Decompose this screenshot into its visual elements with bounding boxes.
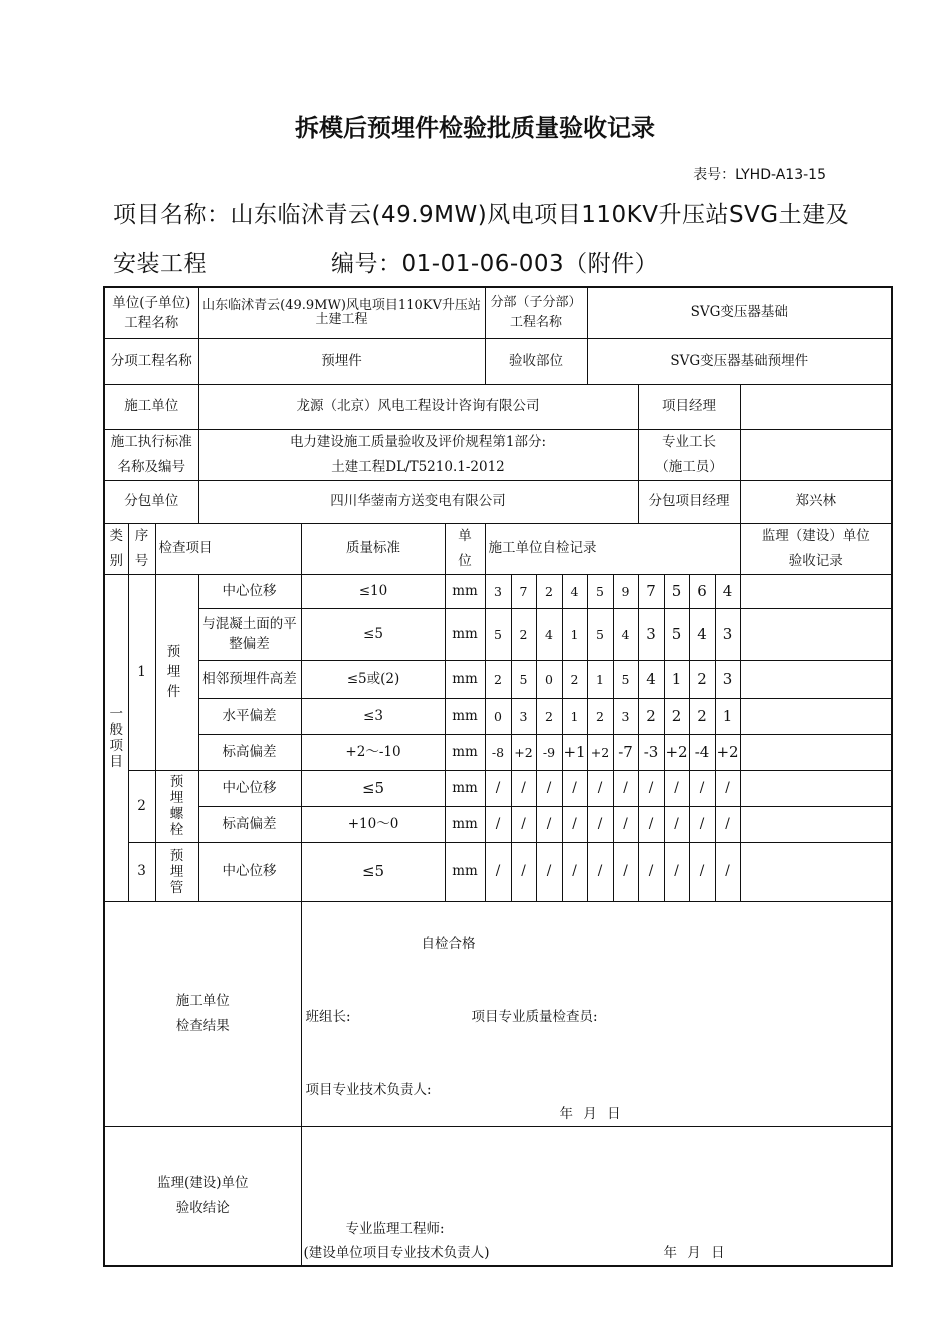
seq-header bbox=[128, 523, 155, 574]
value-cell: +2 bbox=[587, 734, 613, 770]
unit-cell: mm bbox=[445, 574, 485, 608]
standard-cell: +2～-10 bbox=[301, 734, 445, 770]
value-cell: / bbox=[613, 806, 638, 842]
value-cell: / bbox=[638, 806, 664, 842]
unit-project-label-line2: 工程名称 bbox=[124, 314, 179, 331]
supervisor-result-label-line1: 监理(建设)单位 bbox=[156, 1174, 249, 1191]
value-cell: / bbox=[689, 842, 715, 901]
value-cell: 9 bbox=[613, 574, 638, 608]
unit-cell: mm bbox=[445, 608, 485, 660]
value-cell: +2 bbox=[511, 734, 536, 770]
supervisor-header bbox=[740, 523, 892, 574]
foreman-label-line2: （施工员） bbox=[655, 458, 723, 475]
project-name-line1: 项目名称：山东临沭青云(49.9MW)风电项目110KV升压站SVG土建及 bbox=[113, 202, 850, 228]
value-cell: 4 bbox=[715, 574, 740, 608]
unit-cell: mm bbox=[445, 770, 485, 806]
value-cell: +2 bbox=[664, 734, 689, 770]
value-cell: / bbox=[613, 842, 638, 901]
value-cell: 1 bbox=[562, 608, 587, 660]
value-cell: -9 bbox=[536, 734, 562, 770]
supervisor-header-line2: 验收记录 bbox=[788, 552, 843, 569]
page-title: 拆模后预埋件检验批质量验收记录 bbox=[295, 114, 655, 142]
item-cell: 标高偏差 bbox=[198, 806, 301, 842]
seq-header-line1: 序 bbox=[134, 527, 149, 544]
standard-header: 质量标准 bbox=[301, 523, 445, 574]
group-name-2-text: 预埋螺栓 bbox=[169, 774, 184, 838]
supervising-engineer-label: 专业监理工程师: bbox=[345, 1220, 445, 1237]
supervisor-cell bbox=[740, 660, 892, 698]
project-manager-value bbox=[740, 384, 892, 429]
foreman-label bbox=[638, 429, 740, 480]
value-cell: 2 bbox=[689, 660, 715, 698]
value-cell: / bbox=[638, 842, 664, 901]
unit-cell: mm bbox=[445, 806, 485, 842]
value-cell: / bbox=[613, 770, 638, 806]
value-cell: -3 bbox=[638, 734, 664, 770]
unit-project-label-line1: 单位(子单位) bbox=[112, 294, 191, 311]
supervisor-header-line1: 监理（建设）单位 bbox=[761, 527, 870, 544]
owner-tech-lead-label: (建设单位项目专业技术负责人) bbox=[303, 1244, 490, 1261]
value-cell: 1 bbox=[664, 660, 689, 698]
contractor-date: 年 月 日 bbox=[559, 1105, 621, 1122]
value-cell: -8 bbox=[485, 734, 511, 770]
standard-cell: ≤5 bbox=[301, 608, 445, 660]
contractor-label: 施工单位 bbox=[104, 384, 198, 429]
unit-header bbox=[445, 523, 485, 574]
value-cell: 2 bbox=[664, 698, 689, 734]
foreman-label-line1: 专业工长 bbox=[662, 433, 717, 450]
standard-value bbox=[198, 429, 638, 480]
value-cell: 3 bbox=[485, 574, 511, 608]
project-name-tail: 安装工程 bbox=[113, 251, 207, 277]
value-cell: 5 bbox=[485, 608, 511, 660]
item-name-value: 预埋件 bbox=[198, 338, 485, 384]
value-cell: / bbox=[536, 806, 562, 842]
acceptance-part-label: 验收部位 bbox=[485, 338, 587, 384]
value-cell: 5 bbox=[613, 660, 638, 698]
value-cell: 3 bbox=[715, 608, 740, 660]
value-cell: / bbox=[664, 806, 689, 842]
unit-project-label bbox=[104, 287, 198, 338]
value-cell: 2 bbox=[638, 698, 664, 734]
value-cell: 2 bbox=[485, 660, 511, 698]
value-cell: / bbox=[689, 770, 715, 806]
value-cell: / bbox=[587, 806, 613, 842]
value-cell: 2 bbox=[689, 698, 715, 734]
subsection-label-line1: 分部（子分部） bbox=[490, 294, 582, 310]
value-cell: 2 bbox=[562, 660, 587, 698]
value-cell: 3 bbox=[613, 698, 638, 734]
value-cell: / bbox=[715, 842, 740, 901]
contractor-result-label-line1: 施工单位 bbox=[175, 992, 230, 1009]
seq-header-line2: 号 bbox=[134, 552, 149, 569]
supervisor-cell bbox=[740, 806, 892, 842]
item-cell: 中心位移 bbox=[198, 842, 301, 901]
value-cell: / bbox=[485, 842, 511, 901]
table-row bbox=[104, 770, 892, 806]
standard-cell: ≤3 bbox=[301, 698, 445, 734]
standard-cell: ≤5 bbox=[301, 770, 445, 806]
value-cell: / bbox=[562, 842, 587, 901]
value-cell: 1 bbox=[562, 698, 587, 734]
value-cell: +2 bbox=[715, 734, 740, 770]
value-cell: / bbox=[715, 806, 740, 842]
value-cell: 7 bbox=[511, 574, 536, 608]
value-cell: 2 bbox=[536, 574, 562, 608]
value-cell: 0 bbox=[536, 660, 562, 698]
value-cell: -7 bbox=[613, 734, 638, 770]
sub-pm-label: 分包项目经理 bbox=[638, 480, 740, 523]
standard-cell: ≤5或(2) bbox=[301, 660, 445, 698]
group-name-1 bbox=[155, 574, 198, 770]
tech-lead-label: 项目专业技术负责人: bbox=[305, 1081, 432, 1098]
table-row bbox=[104, 608, 892, 660]
value-cell: / bbox=[485, 806, 511, 842]
value-cell: 4 bbox=[613, 608, 638, 660]
category-header bbox=[104, 523, 128, 574]
category-header-line2: 别 bbox=[109, 552, 123, 569]
subcontractor-value: 四川华蓥南方送变电有限公司 bbox=[198, 480, 638, 523]
table-row bbox=[104, 842, 892, 901]
table-row bbox=[104, 698, 892, 734]
unit-cell: mm bbox=[445, 698, 485, 734]
value-cell: / bbox=[485, 770, 511, 806]
contractor-result-label-line2: 检查结果 bbox=[175, 1017, 230, 1034]
value-cell: 1 bbox=[587, 660, 613, 698]
value-cell: 4 bbox=[536, 608, 562, 660]
table-row bbox=[104, 574, 892, 608]
category-header-line1: 类 bbox=[109, 527, 123, 544]
table-row bbox=[104, 734, 892, 770]
item-cell: 标高偏差 bbox=[198, 734, 301, 770]
value-cell: 5 bbox=[511, 660, 536, 698]
supervisor-result-label bbox=[104, 1126, 301, 1266]
project-name-line2 bbox=[113, 245, 903, 278]
value-cell: 7 bbox=[638, 574, 664, 608]
group-seq-2: 2 bbox=[128, 770, 155, 842]
value-cell: 4 bbox=[562, 574, 587, 608]
item-cell: 中心位移 bbox=[198, 574, 301, 608]
contractor-result-area bbox=[301, 901, 892, 1126]
item-cell: 与混凝土面的平整偏差 bbox=[198, 608, 301, 660]
value-cell: -4 bbox=[689, 734, 715, 770]
value-cell: / bbox=[562, 770, 587, 806]
group-name-2 bbox=[155, 770, 198, 842]
unit-cell: mm bbox=[445, 734, 485, 770]
value-cell: +1 bbox=[562, 734, 587, 770]
subsection-label bbox=[485, 287, 587, 338]
value-cell: 4 bbox=[689, 608, 715, 660]
value-cell: / bbox=[511, 806, 536, 842]
group-name-1-text: 预埋件 bbox=[166, 644, 187, 700]
unit-header-line2: 位 bbox=[458, 552, 472, 569]
value-cell: 5 bbox=[664, 608, 689, 660]
standard-label-line1: 施工执行标准 bbox=[110, 433, 192, 450]
value-cell: 1 bbox=[715, 698, 740, 734]
group-name-3 bbox=[155, 842, 198, 901]
supervisor-cell bbox=[740, 770, 892, 806]
supervisor-cell bbox=[740, 734, 892, 770]
supervisor-cell bbox=[740, 608, 892, 660]
value-cell: / bbox=[536, 770, 562, 806]
standard-value-line1: 电力建设施工质量验收及评价规程第1部分: bbox=[289, 433, 547, 450]
category-general-text: 一般项目 bbox=[109, 705, 123, 770]
self-check-result: 自检合格 bbox=[421, 935, 476, 952]
supervisor-date: 年 月 日 bbox=[663, 1244, 725, 1261]
standard-label bbox=[104, 429, 198, 480]
value-cell: 2 bbox=[536, 698, 562, 734]
unit-header-line1: 单 bbox=[458, 527, 472, 544]
value-cell: 4 bbox=[638, 660, 664, 698]
standard-value-line2: 土建工程DL/T5210.1-2012 bbox=[331, 458, 505, 475]
contractor-result-label bbox=[104, 901, 301, 1126]
supervisor-cell bbox=[740, 842, 892, 901]
value-cell: / bbox=[562, 806, 587, 842]
form-number: 表号：LYHD-A13-15 bbox=[693, 167, 826, 183]
unit-project-value: 山东临沭青云(49.9MW)风电项目110KV升压站土建工程 bbox=[198, 287, 485, 338]
check-item-header: 检查项目 bbox=[155, 523, 301, 574]
acceptance-part-value: SVG变压器基础预埋件 bbox=[587, 338, 892, 384]
value-cell: 0 bbox=[485, 698, 511, 734]
value-cell: 6 bbox=[689, 574, 715, 608]
value-cell: / bbox=[715, 770, 740, 806]
value-cell: / bbox=[664, 770, 689, 806]
value-cell: / bbox=[638, 770, 664, 806]
value-cell: 3 bbox=[511, 698, 536, 734]
standard-cell: ≤5 bbox=[301, 842, 445, 901]
standard-label-line2: 名称及编号 bbox=[117, 458, 185, 475]
group-seq-3: 3 bbox=[128, 842, 155, 901]
value-cell: / bbox=[511, 770, 536, 806]
table-row bbox=[104, 806, 892, 842]
standard-cell: +10～0 bbox=[301, 806, 445, 842]
sub-pm-value: 郑兴林 bbox=[740, 480, 892, 523]
group-name-3-text: 预埋管 bbox=[169, 847, 184, 896]
supervisor-result-area bbox=[301, 1126, 892, 1266]
item-cell: 水平偏差 bbox=[198, 698, 301, 734]
value-cell: / bbox=[689, 806, 715, 842]
team-leader-label: 班组长: bbox=[305, 1008, 351, 1025]
value-cell: / bbox=[536, 842, 562, 901]
quality-inspector-label: 项目专业质量检查员: bbox=[471, 1008, 598, 1025]
value-cell: 2 bbox=[511, 608, 536, 660]
supervisor-cell bbox=[740, 698, 892, 734]
unit-cell: mm bbox=[445, 660, 485, 698]
item-cell: 中心位移 bbox=[198, 770, 301, 806]
subcontractor-label: 分包单位 bbox=[104, 480, 198, 523]
value-cell: / bbox=[511, 842, 536, 901]
value-cell: 3 bbox=[715, 660, 740, 698]
unit-cell: mm bbox=[445, 842, 485, 901]
value-cell: 5 bbox=[587, 574, 613, 608]
subsection-value: SVG变压器基础 bbox=[587, 287, 892, 338]
standard-cell: ≤10 bbox=[301, 574, 445, 608]
value-cell: 5 bbox=[587, 608, 613, 660]
value-cell: 5 bbox=[664, 574, 689, 608]
subsection-label-line2: 工程名称 bbox=[510, 314, 563, 330]
value-cell: / bbox=[587, 770, 613, 806]
value-cell: 3 bbox=[638, 608, 664, 660]
document-number: 编号：01-01-06-003（附件） bbox=[331, 251, 659, 277]
self-check-header: 施工单位自检记录 bbox=[485, 523, 740, 574]
value-cell: / bbox=[664, 842, 689, 901]
item-name-label: 分项工程名称 bbox=[104, 338, 198, 384]
value-cell: 2 bbox=[587, 698, 613, 734]
supervisor-result-label-line2: 验收结论 bbox=[175, 1199, 230, 1216]
value-cell: / bbox=[587, 842, 613, 901]
item-cell: 相邻预埋件高差 bbox=[198, 660, 301, 698]
supervisor-cell bbox=[740, 574, 892, 608]
group-seq-1: 1 bbox=[128, 574, 155, 770]
inspection-record-table bbox=[103, 286, 893, 1267]
contractor-value: 龙源（北京）风电工程设计咨询有限公司 bbox=[198, 384, 638, 429]
foreman-value bbox=[740, 429, 892, 480]
category-general bbox=[104, 574, 128, 901]
project-manager-label: 项目经理 bbox=[638, 384, 740, 429]
table-row bbox=[104, 660, 892, 698]
